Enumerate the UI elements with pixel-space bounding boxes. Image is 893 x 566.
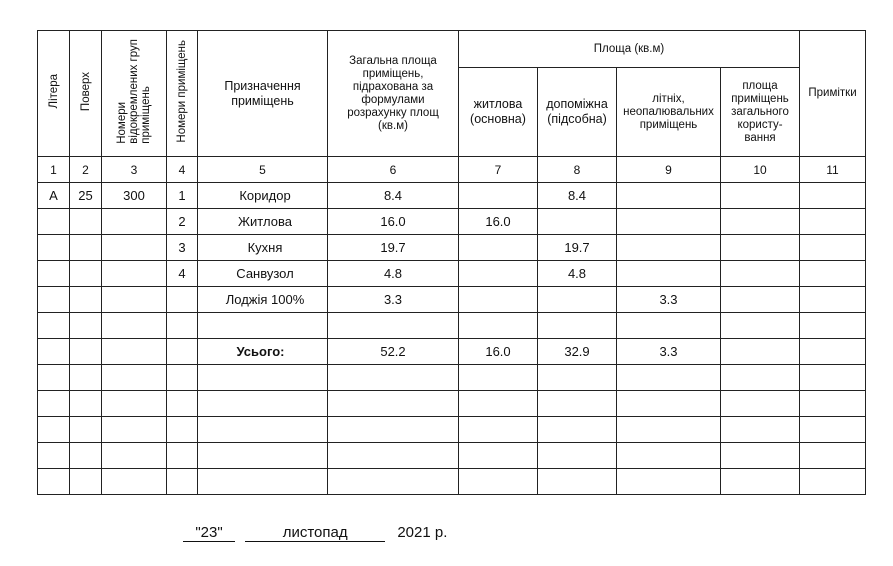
cell-living-area — [459, 287, 538, 313]
cell-floor — [70, 417, 102, 443]
cell-common-area — [721, 261, 800, 287]
cell-purpose — [198, 391, 328, 417]
cell-notes — [800, 391, 866, 417]
column-number: 7 — [459, 157, 538, 183]
cell-living-area — [459, 417, 538, 443]
cell-living-area — [459, 443, 538, 469]
cell-notes — [800, 365, 866, 391]
header-notes: Примітки — [800, 31, 866, 157]
cell-litera — [38, 287, 70, 313]
cell-room-number: 3 — [167, 235, 198, 261]
cell-room-number — [167, 339, 198, 365]
table-row — [38, 443, 866, 469]
table-row — [38, 261, 866, 287]
cell-auxiliary-area: 32.9 — [538, 339, 617, 365]
cell-purpose — [198, 443, 328, 469]
table-row — [38, 313, 866, 339]
cell-living-area — [459, 235, 538, 261]
cell-common-area — [721, 209, 800, 235]
cell-summer-area — [617, 313, 721, 339]
cell-notes — [800, 469, 866, 495]
cell-floor — [70, 365, 102, 391]
cell-purpose — [198, 365, 328, 391]
cell-notes — [800, 443, 866, 469]
table-row — [38, 391, 866, 417]
cell-purpose: Кухня — [198, 235, 328, 261]
cell-litera — [38, 235, 70, 261]
cell-group — [102, 391, 167, 417]
cell-purpose: Коридор — [198, 183, 328, 209]
column-number: 6 — [328, 157, 459, 183]
cell-floor — [70, 287, 102, 313]
explication-table-sheet — [37, 30, 866, 495]
cell-living-area: 16.0 — [459, 339, 538, 365]
cell-total-area — [328, 443, 459, 469]
cell-purpose: Житлова — [198, 209, 328, 235]
cell-total-area — [328, 391, 459, 417]
cell-summer-area — [617, 469, 721, 495]
cell-common-area — [721, 417, 800, 443]
cell-floor — [70, 261, 102, 287]
cell-summer-area — [617, 235, 721, 261]
cell-purpose: Лоджія 100% — [198, 287, 328, 313]
cell-living-area — [459, 313, 538, 339]
table-row — [38, 183, 866, 209]
cell-auxiliary-area — [538, 313, 617, 339]
column-number: 4 — [167, 157, 198, 183]
cell-litera — [38, 443, 70, 469]
signature-date-line — [183, 524, 447, 542]
cell-purpose: Усього: — [198, 339, 328, 365]
cell-summer-area — [617, 209, 721, 235]
table-row — [38, 365, 866, 391]
cell-living-area: 16.0 — [459, 209, 538, 235]
cell-room-number — [167, 443, 198, 469]
column-number: 5 — [198, 157, 328, 183]
header-room-numbers: Номери приміщень — [167, 31, 198, 157]
cell-summer-area — [617, 391, 721, 417]
cell-summer-area — [617, 443, 721, 469]
cell-common-area — [721, 391, 800, 417]
cell-summer-area — [617, 183, 721, 209]
cell-common-area — [721, 443, 800, 469]
cell-group — [102, 339, 167, 365]
cell-total-area: 8.4 — [328, 183, 459, 209]
cell-living-area — [459, 469, 538, 495]
header-summer-area: літніх, неопалювальних приміщень — [617, 68, 721, 157]
cell-auxiliary-area — [538, 287, 617, 313]
cell-living-area — [459, 261, 538, 287]
cell-floor — [70, 313, 102, 339]
header-floor: Поверх — [70, 31, 102, 157]
totals-row — [38, 339, 866, 365]
cell-living-area — [459, 391, 538, 417]
column-number: 10 — [721, 157, 800, 183]
column-number: 9 — [617, 157, 721, 183]
header-common-area: площа приміщень загального користу- вання — [721, 68, 800, 157]
cell-auxiliary-area: 19.7 — [538, 235, 617, 261]
cell-notes — [800, 209, 866, 235]
cell-room-number — [167, 313, 198, 339]
cell-litera — [38, 469, 70, 495]
cell-auxiliary-area: 8.4 — [538, 183, 617, 209]
cell-litera — [38, 209, 70, 235]
cell-notes — [800, 287, 866, 313]
cell-summer-area — [617, 261, 721, 287]
column-number: 8 — [538, 157, 617, 183]
column-number: 2 — [70, 157, 102, 183]
cell-total-area: 3.3 — [328, 287, 459, 313]
table-body — [38, 183, 866, 495]
cell-room-number — [167, 417, 198, 443]
cell-floor: 25 — [70, 183, 102, 209]
cell-living-area — [459, 365, 538, 391]
cell-purpose: Санвузол — [198, 261, 328, 287]
cell-group: 300 — [102, 183, 167, 209]
cell-notes — [800, 235, 866, 261]
cell-group — [102, 261, 167, 287]
cell-auxiliary-area — [538, 443, 617, 469]
cell-common-area — [721, 339, 800, 365]
cell-floor — [70, 235, 102, 261]
header-total-area: Загальна площа приміщень, підрахована за формулами розрахунку площ (кв.м) — [328, 31, 459, 157]
cell-total-area — [328, 313, 459, 339]
cell-group — [102, 313, 167, 339]
cell-common-area — [721, 365, 800, 391]
header-litera: Літера — [38, 31, 70, 157]
cell-litera — [38, 417, 70, 443]
header-auxiliary-area: допоміжна (підсобна) — [538, 68, 617, 157]
cell-group — [102, 443, 167, 469]
table-row — [38, 235, 866, 261]
date-year: 2021 р. — [397, 524, 448, 541]
cell-floor — [70, 391, 102, 417]
cell-litera — [38, 391, 70, 417]
cell-common-area — [721, 235, 800, 261]
cell-litera: А — [38, 183, 70, 209]
header-living-area: житлова (основна) — [459, 68, 538, 157]
cell-auxiliary-area — [538, 365, 617, 391]
cell-total-area: 4.8 — [328, 261, 459, 287]
cell-total-area: 52.2 — [328, 339, 459, 365]
cell-notes — [800, 313, 866, 339]
cell-summer-area: 3.3 — [617, 287, 721, 313]
cell-common-area — [721, 287, 800, 313]
column-numbers-row — [38, 157, 866, 183]
cell-summer-area — [617, 365, 721, 391]
cell-litera — [38, 365, 70, 391]
cell-room-number: 2 — [167, 209, 198, 235]
cell-group — [102, 365, 167, 391]
cell-group — [102, 235, 167, 261]
cell-total-area: 19.7 — [328, 235, 459, 261]
cell-group — [102, 417, 167, 443]
cell-purpose — [198, 313, 328, 339]
table-row — [38, 209, 866, 235]
cell-common-area — [721, 313, 800, 339]
cell-purpose — [198, 417, 328, 443]
cell-purpose — [198, 469, 328, 495]
cell-summer-area: 3.3 — [617, 339, 721, 365]
header-area-group: Площа (кв.м) — [459, 31, 800, 68]
cell-total-area — [328, 417, 459, 443]
cell-auxiliary-area: 4.8 — [538, 261, 617, 287]
cell-floor — [70, 209, 102, 235]
cell-auxiliary-area — [538, 391, 617, 417]
cell-floor — [70, 443, 102, 469]
cell-notes — [800, 183, 866, 209]
cell-total-area: 16.0 — [328, 209, 459, 235]
cell-auxiliary-area — [538, 417, 617, 443]
cell-notes — [800, 339, 866, 365]
cell-total-area — [328, 469, 459, 495]
cell-notes — [800, 417, 866, 443]
column-number: 11 — [800, 157, 866, 183]
cell-litera — [38, 339, 70, 365]
cell-group — [102, 287, 167, 313]
column-number: 3 — [102, 157, 167, 183]
table-row — [38, 417, 866, 443]
explication-table — [37, 30, 866, 495]
cell-living-area — [459, 183, 538, 209]
cell-litera — [38, 313, 70, 339]
cell-total-area — [328, 365, 459, 391]
cell-common-area — [721, 183, 800, 209]
cell-auxiliary-area — [538, 469, 617, 495]
cell-litera — [38, 261, 70, 287]
cell-notes — [800, 261, 866, 287]
cell-group — [102, 209, 167, 235]
column-number: 1 — [38, 157, 70, 183]
cell-floor — [70, 469, 102, 495]
cell-room-number — [167, 469, 198, 495]
table-row — [38, 287, 866, 313]
cell-summer-area — [617, 417, 721, 443]
cell-room-number — [167, 365, 198, 391]
header-purpose: Призначення приміщень — [198, 31, 328, 157]
cell-room-number: 1 — [167, 183, 198, 209]
cell-room-number — [167, 391, 198, 417]
table-row — [38, 469, 866, 495]
cell-auxiliary-area — [538, 209, 617, 235]
date-month: листопад — [245, 525, 385, 542]
cell-room-number: 4 — [167, 261, 198, 287]
cell-group — [102, 469, 167, 495]
header-room-groups: Номери відокремлених груп приміщень — [102, 31, 167, 157]
cell-room-number — [167, 287, 198, 313]
cell-floor — [70, 339, 102, 365]
cell-common-area — [721, 469, 800, 495]
date-day: "23" — [183, 525, 235, 542]
